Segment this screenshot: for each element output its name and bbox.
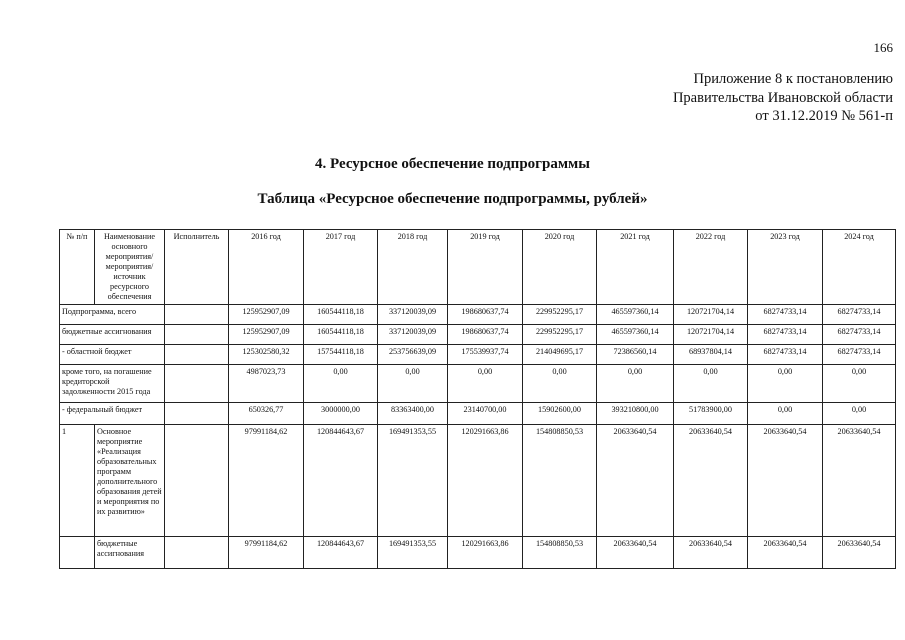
item-name: Основное мероприятие «Реализация образовательных программ дополнительного образования детей и мероприятия по их развитию» (95, 425, 165, 537)
header-year: 2017 год (304, 230, 378, 305)
appendix-line-3: от 31.12.2019 № 561-п (755, 108, 893, 124)
value-cell: 198680637,74 (448, 305, 523, 325)
executor-cell (165, 365, 229, 403)
header-year: 2024 год (823, 230, 896, 305)
value-cell: 154808850,53 (523, 425, 597, 537)
table-header-row (60, 230, 896, 305)
value-cell: 198680637,74 (448, 325, 523, 345)
header-year: 2023 год (748, 230, 823, 305)
row-label: бюджетные ассигнования (95, 537, 165, 569)
value-cell: 125302580,32 (229, 345, 304, 365)
value-cell: 0,00 (378, 365, 448, 403)
value-cell: 20633640,54 (823, 537, 896, 569)
section-title: 4. Ресурсное обеспечение подпрограммы (315, 156, 590, 172)
value-cell: 0,00 (748, 403, 823, 425)
value-cell: 125952907,09 (229, 325, 304, 345)
resource-table (59, 229, 896, 569)
value-cell: 337120039,09 (378, 325, 448, 345)
value-cell: 68274733,14 (823, 305, 896, 325)
value-cell: 465597360,14 (597, 325, 674, 345)
value-cell: 0,00 (674, 365, 748, 403)
executor-cell (165, 425, 229, 537)
value-cell: 97991184,62 (229, 425, 304, 537)
value-cell: 253756639,09 (378, 345, 448, 365)
row-label: кроме того, на погашение кредиторской задолженности 2015 года (60, 365, 165, 403)
executor-cell (165, 537, 229, 569)
value-cell: 337120039,09 (378, 305, 448, 325)
value-cell: 120721704,14 (674, 305, 748, 325)
value-cell: 20633640,54 (674, 425, 748, 537)
value-cell: 465597360,14 (597, 305, 674, 325)
item-number: 1 (60, 425, 95, 537)
value-cell: 83363400,00 (378, 403, 448, 425)
value-cell: 0,00 (523, 365, 597, 403)
value-cell: 0,00 (597, 365, 674, 403)
header-executor: Исполнитель (165, 230, 229, 305)
table-row (60, 305, 896, 325)
row-label: Подпрограмма, всего (60, 305, 165, 325)
executor-cell (165, 325, 229, 345)
value-cell: 650326,77 (229, 403, 304, 425)
value-cell: 68937804,14 (674, 345, 748, 365)
empty-number-cell (60, 537, 95, 569)
value-cell: 120844643,67 (304, 425, 378, 537)
header-name: Наименование основного мероприятия/мероприятия/источник ресурсного обеспечения (95, 230, 165, 305)
header-no: № п/п (60, 230, 95, 305)
value-cell: 0,00 (448, 365, 523, 403)
value-cell: 160544118,18 (304, 325, 378, 345)
row-label: - областной бюджет (60, 345, 165, 365)
value-cell: 120844643,67 (304, 537, 378, 569)
table-title: Таблица «Ресурсное обеспечение подпрограммы, рублей» (257, 191, 648, 207)
header-year: 2016 год (229, 230, 304, 305)
value-cell: 175539937,74 (448, 345, 523, 365)
header-year: 2022 год (674, 230, 748, 305)
row-label: бюджетные ассигнования (60, 325, 165, 345)
value-cell: 169491353,55 (378, 425, 448, 537)
executor-cell (165, 345, 229, 365)
value-cell: 72386560,14 (597, 345, 674, 365)
value-cell: 20633640,54 (597, 537, 674, 569)
value-cell: 125952907,09 (229, 305, 304, 325)
value-cell: 229952295,17 (523, 325, 597, 345)
table-row-sub (60, 537, 896, 569)
value-cell: 51783900,00 (674, 403, 748, 425)
executor-cell (165, 403, 229, 425)
value-cell: 68274733,14 (823, 345, 896, 365)
executor-cell (165, 305, 229, 325)
value-cell: 4987023,73 (229, 365, 304, 403)
value-cell: 68274733,14 (823, 325, 896, 345)
value-cell: 393210800,00 (597, 403, 674, 425)
value-cell: 97991184,62 (229, 537, 304, 569)
value-cell: 154808850,53 (523, 537, 597, 569)
row-label: - федеральный бюджет (60, 403, 165, 425)
header-year: 2018 год (378, 230, 448, 305)
value-cell: 20633640,54 (748, 537, 823, 569)
table-row-main-activity (60, 425, 896, 537)
value-cell: 20633640,54 (597, 425, 674, 537)
header-year: 2021 год (597, 230, 674, 305)
table-row (60, 325, 896, 345)
value-cell: 120291663,86 (448, 425, 523, 537)
appendix-line-1: Приложение 8 к постановлению (693, 71, 893, 87)
value-cell: 160544118,18 (304, 305, 378, 325)
value-cell: 120721704,14 (674, 325, 748, 345)
value-cell: 20633640,54 (823, 425, 896, 537)
value-cell: 68274733,14 (748, 305, 823, 325)
value-cell: 157544118,18 (304, 345, 378, 365)
table-row (60, 345, 896, 365)
value-cell: 169491353,55 (378, 537, 448, 569)
value-cell: 0,00 (748, 365, 823, 403)
value-cell: 3000000,00 (304, 403, 378, 425)
value-cell: 15902600,00 (523, 403, 597, 425)
header-year: 2019 год (448, 230, 523, 305)
page-number: 166 (873, 40, 893, 55)
value-cell: 0,00 (304, 365, 378, 403)
value-cell: 120291663,86 (448, 537, 523, 569)
value-cell: 0,00 (823, 403, 896, 425)
value-cell: 68274733,14 (748, 325, 823, 345)
table-row (60, 365, 896, 403)
value-cell: 23140700,00 (448, 403, 523, 425)
table-row (60, 403, 896, 425)
header-year: 2020 год (523, 230, 597, 305)
value-cell: 229952295,17 (523, 305, 597, 325)
value-cell: 68274733,14 (748, 345, 823, 365)
value-cell: 20633640,54 (674, 537, 748, 569)
value-cell: 214049695,17 (523, 345, 597, 365)
appendix-line-2: Правительства Ивановской области (672, 89, 893, 106)
appendix-header (673, 70, 893, 126)
value-cell: 0,00 (823, 365, 896, 403)
value-cell: 20633640,54 (748, 425, 823, 537)
